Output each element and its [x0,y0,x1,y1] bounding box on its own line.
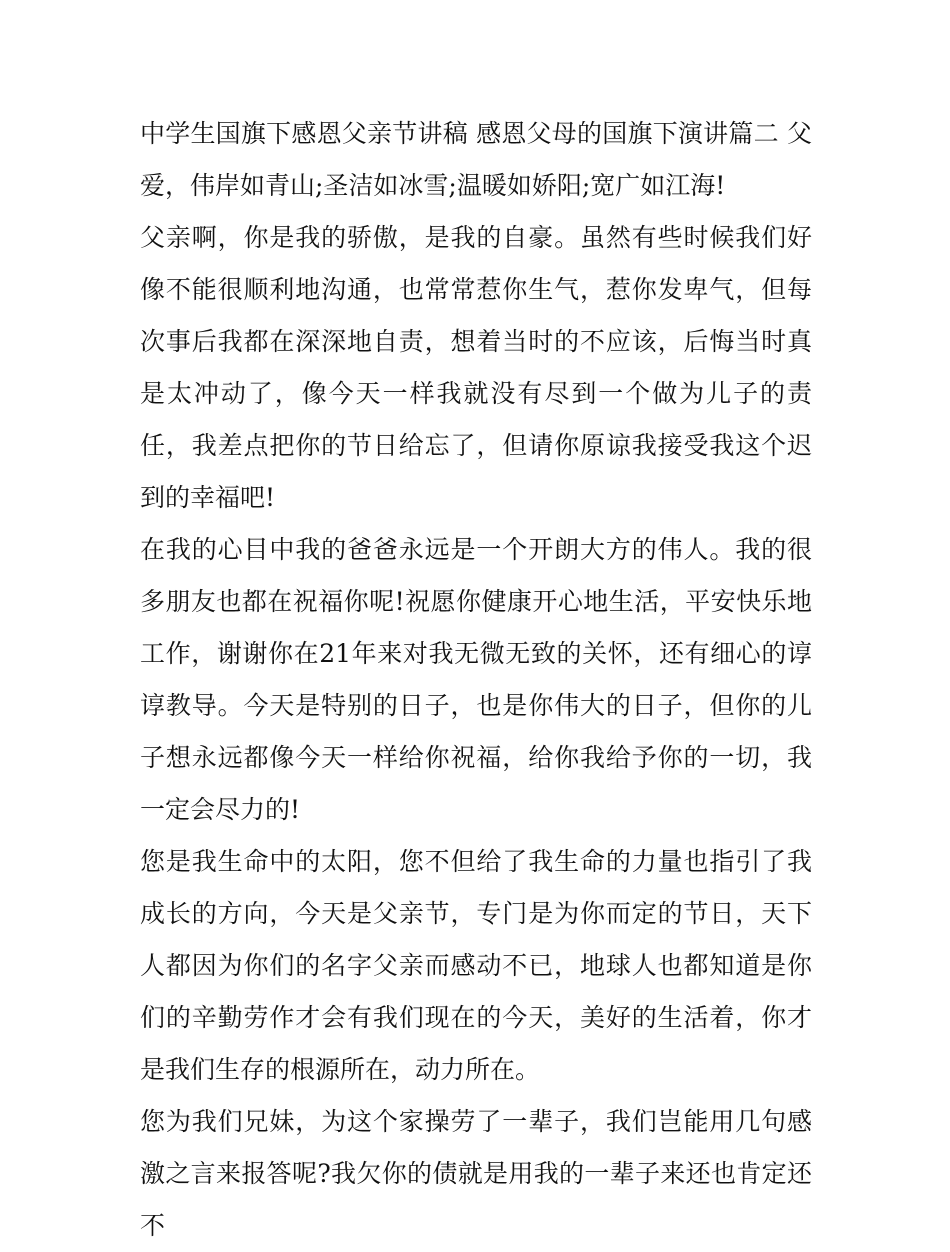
paragraph-blessing: 在我的心目中我的爸爸永远是一个开朗大方的伟人。我的很多朋友也都在祝福你呢!祝愿你健康开心地生活，平安快乐地工作，谢谢你在21年来对我无微无致的关怀，还有细心的谆谆教导。今天是特别的日子，也是你伟大的日子，但你的儿子想永远都像今天一样给你祝福，给你我给予你的一切，我一定会尽力的! [140,535,812,824]
paragraph-gratitude: 您为我们兄妹，为这个家操劳了一辈子，我们岂能用几句感激之言来报答呢?我欠你的债就是用我的一辈子来还也肯定还不 [140,1107,812,1240]
paragraph-sun: 您是我生命中的太阳，您不但给了我生命的力量也指引了我成长的方向，今天是父亲节，专门是为你而定的节日，天下人都因为你们的名字父亲而感动不已，地球人也都知道是你们的辛勤劳作才会有我们现在的今天，美好的生活着，你才是我们生存的根源所在，动力所在。 [140,847,812,1084]
document-page [140,108,812,1252]
paragraph-title-intro: 中学生国旗下感恩父亲节讲稿 感恩父母的国旗下演讲篇二 父爱，伟岸如青山;圣洁如冰雪;温暖如娇阳;宽广如江海! [140,119,812,200]
paragraph-father-pride: 父亲啊，你是我的骄傲，是我的自豪。虽然有些时候我们好像不能很顺利地沟通，也常常惹你生气，惹你发卑气，但每次事后我都在深深地自责，想着当时的不应该，后悔当时真是太冲动了，像今天一样我就没有尽到一个做为儿子的责任，我差点把你的节日给忘了，但请你原谅我接受我这个迟到的幸福吧! [140,223,812,512]
